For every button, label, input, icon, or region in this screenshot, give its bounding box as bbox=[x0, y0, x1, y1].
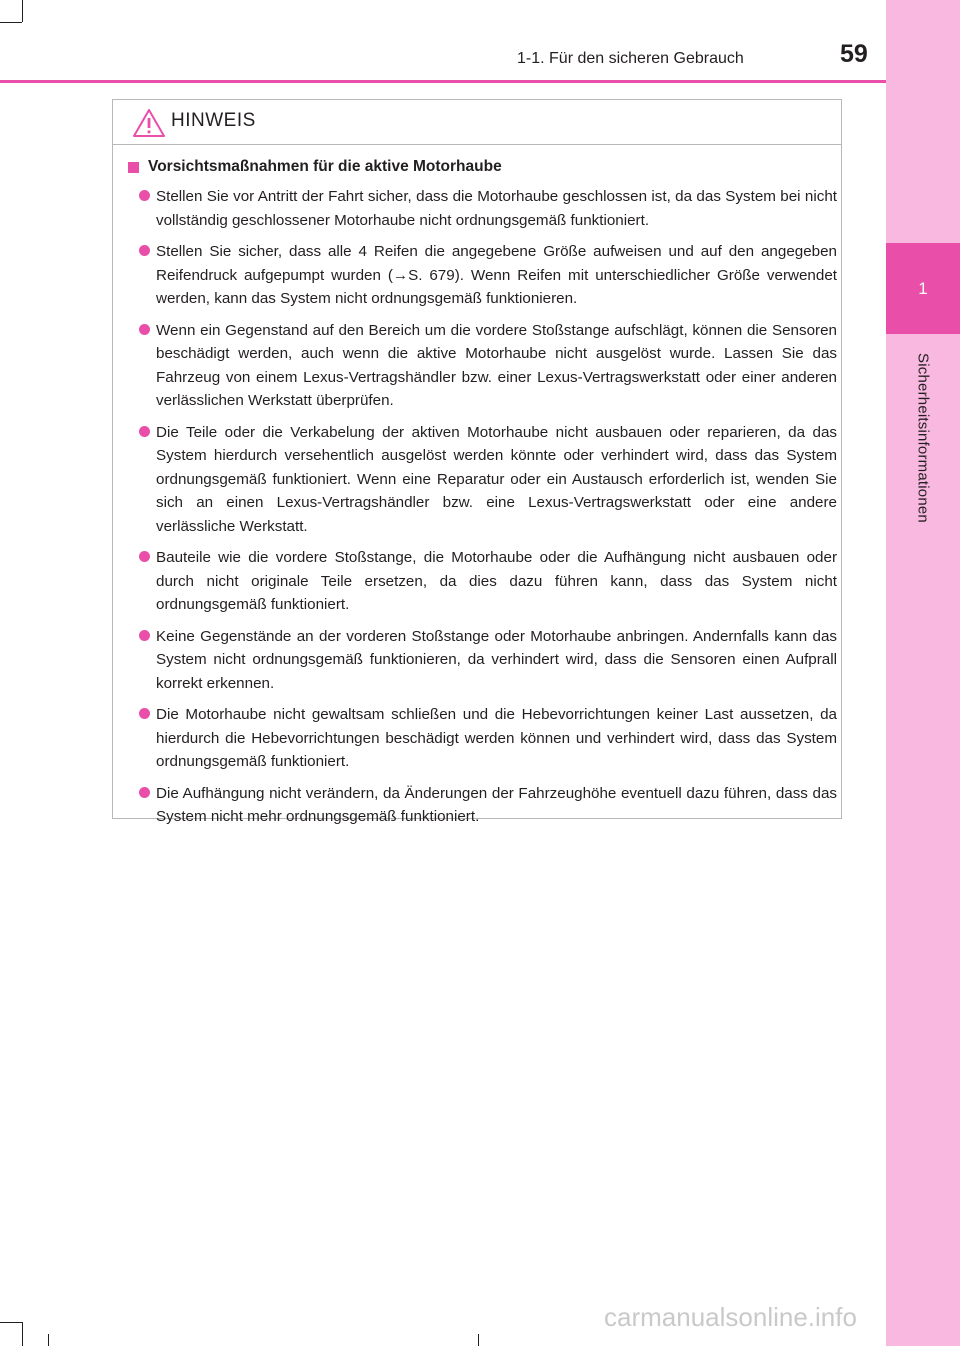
list-item-text: Keine Gegenstände an der vorderen Stoßstange oder Motorhaube anbringen. Andernfalls kann das System nicht ordnungsgemäß funktionieren, da verhindert wird, dass die Sensoren einen Aufprall korrekt erkennen. bbox=[156, 627, 837, 692]
pink-dot-icon bbox=[139, 426, 150, 437]
crop-mark bbox=[22, 1322, 23, 1346]
list-item bbox=[139, 240, 837, 311]
list-item-text: Wenn ein Gegenstand auf den Bereich um die vordere Stoßstange aufschlägt, können die Sensoren beschädigt werden, auch wenn die aktive Motorhaube nicht ausgelöst wurde. Lassen Sie das Fahrzeug von einem Lexus-Vertragshändler bzw. einer Lexus-Vertragswerkstatt oder einer anderen verlässlichen Werkstatt überprüfen. bbox=[156, 321, 837, 409]
crop-mark bbox=[478, 1334, 479, 1346]
chapter-number-box bbox=[886, 243, 960, 334]
list-item bbox=[139, 782, 837, 829]
chapter-title-vertical: Sicherheitsinformationen bbox=[914, 353, 932, 523]
crop-mark bbox=[0, 22, 22, 23]
warning-triangle-icon bbox=[132, 108, 166, 143]
pink-square-icon bbox=[128, 162, 139, 173]
list-item bbox=[139, 319, 837, 413]
list-item-text: Die Teile oder die Verkabelung der aktiven Motorhaube nicht ausbauen oder reparieren, da das System hierdurch versehentlich ausgelöst werden könnte oder verhindert wird, dass das System ordnungsgemäß funktioniert. Wenn eine Reparatur oder ein Austausch erforderlich ist, wenden Sie sich an einen Lexus-Vertragshändler bzw. eine Lexus-Vertragswerkstatt oder eine andere verlässliche Werkstatt. bbox=[156, 423, 837, 535]
crop-mark bbox=[22, 0, 23, 22]
watermark: carmanualsonline.info bbox=[604, 1302, 857, 1332]
page-number: 59 bbox=[840, 40, 868, 68]
list-item bbox=[139, 625, 837, 696]
crop-mark bbox=[0, 1322, 22, 1323]
pink-dot-icon bbox=[139, 787, 150, 798]
pink-dot-icon bbox=[139, 190, 150, 201]
list-item bbox=[139, 421, 837, 539]
list-item bbox=[139, 546, 837, 617]
notice-items bbox=[139, 185, 837, 837]
list-item-text: Die Aufhängung nicht verändern, da Änderungen der Fahrzeughöhe eventuell dazu führen, dass das System nicht mehr ordnungsgemäß funktioniert. bbox=[156, 784, 837, 825]
chapter-side-tab bbox=[886, 0, 960, 1346]
crop-mark bbox=[48, 1334, 49, 1346]
list-item-text: Stellen Sie vor Antritt der Fahrt sicher, dass die Motorhaube geschlossen ist, da das System bei nicht vollständig geschlossener Motorhaube nicht ordnungsgemäß funktioniert. bbox=[156, 188, 837, 229]
list-item bbox=[139, 185, 837, 232]
section-heading-text: Vorsichtsmaßnahmen für die aktive Motorhaube bbox=[148, 158, 502, 175]
list-item bbox=[139, 703, 837, 774]
notice-header bbox=[113, 100, 841, 145]
section-heading bbox=[128, 158, 502, 176]
notice-box bbox=[112, 99, 842, 825]
list-item-text: Bauteile wie die vordere Stoßstange, die Motorhaube oder die Aufhängung nicht ausbauen oder durch nicht originale Teile ersetzen, da dies dazu führen kann, dass das System nicht ordnungsgemäß funktioniert. bbox=[156, 549, 837, 613]
header-rule bbox=[0, 80, 886, 83]
pink-dot-icon bbox=[139, 551, 150, 562]
chapter-number: 1 bbox=[918, 278, 928, 298]
list-item-text: Die Motorhaube nicht gewaltsam schließen und die Hebevorrichtungen keiner Last aussetzen, da hierdurch die Hebevorrichtungen beschädigt werden können und verhindert wird, dass das System ordnungsgemäß funktioniert. bbox=[156, 706, 837, 770]
pink-dot-icon bbox=[139, 245, 150, 256]
pink-dot-icon bbox=[139, 630, 150, 641]
list-item-text: Stellen Sie sicher, dass alle 4 Reifen die angegebene Größe aufweisen und auf den angegeben Reifendruck aufgepumpt wurden (→S. 679). Wenn Reifen mit unterschiedlicher Größe verwendet werden, kann das System nicht ordnungsgemäß funktionieren. bbox=[156, 243, 837, 307]
pink-dot-icon bbox=[139, 324, 150, 335]
pink-dot-icon bbox=[139, 708, 150, 719]
notice-title: HINWEIS bbox=[171, 110, 256, 131]
section-title: 1-1. Für den sicheren Gebrauch bbox=[517, 50, 744, 67]
